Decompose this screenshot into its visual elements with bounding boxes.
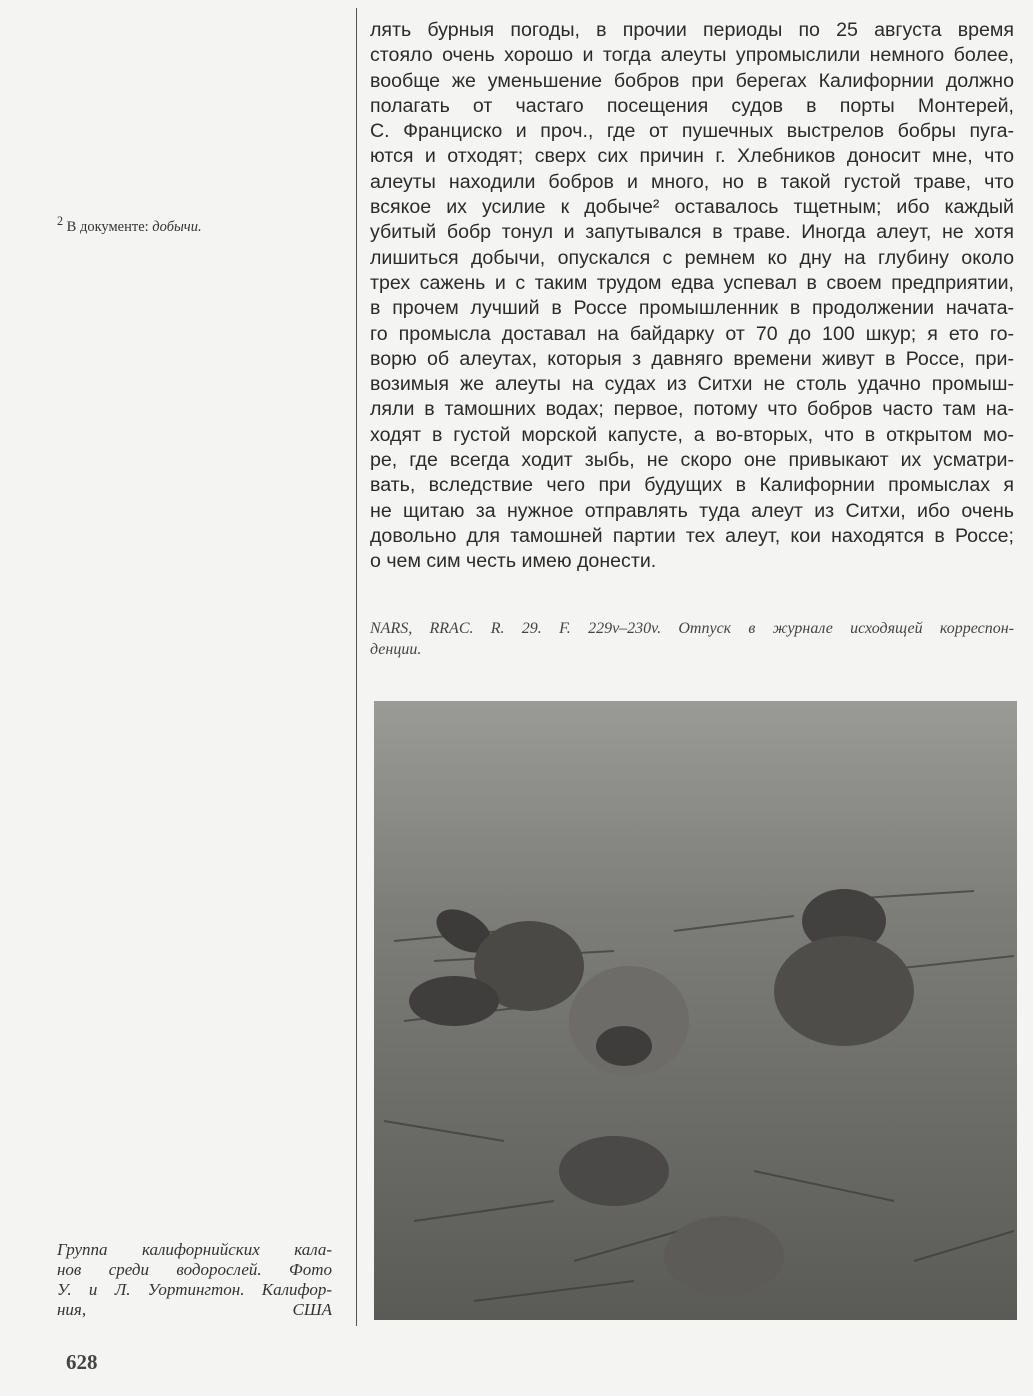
photo-caption [57, 1240, 332, 1320]
text-line: алеуты находили бобров и много, но в такой густой траве, что [370, 170, 1014, 193]
text-line: возимыя же алеуты на судах из Ситхи не столь удачно промыш- [370, 373, 1014, 396]
caption-line: ния, США [57, 1300, 332, 1319]
source-note [370, 618, 1014, 660]
text-line: го промысла доставал на байдарку от 70 до 100 шкур; я ето го- [370, 322, 1014, 345]
column-divider [356, 8, 357, 1326]
caption-line: У. и Л. Уортингтон. Калифор- [57, 1280, 332, 1299]
text-line: лишиться добычи, опускался с ремнем ко дну на глубину около [370, 246, 1014, 269]
main-text [370, 18, 1014, 575]
text-line: лять бурныя погоды, в прочии периоды по 25 августа время [370, 19, 1014, 41]
text-line: полагать от частаго посещения судов в порты Монтерей, [370, 94, 1014, 117]
text-line: трех сажень и с таким трудом едва успевал в своем предприятии, [370, 271, 1014, 294]
text-line: убитый бобр тонул и запутывался в траве. Иногда алеут, не хотя [370, 221, 1014, 244]
text-line: ходят в густой морской капусте, а во-вторых, что в открытом мо- [370, 423, 1014, 446]
footnote-marker: 2 [57, 214, 64, 228]
text-line: всякое их усилие к добыче² оставалось тщетным; ибо каждый [370, 196, 1014, 219]
text-line: ре, где всегда ходит зыбь, не скоро оне привыкают их усматри- [370, 449, 1014, 472]
source-line: денции. [370, 641, 422, 658]
text-line: не щитаю за нужное отправлять туда алеут из Ситхи, ибо очень [370, 499, 1014, 522]
footnote-italic: добычи. [152, 218, 202, 235]
page-number: 628 [66, 1350, 98, 1374]
text-line: в прочем лучший в Россе промышленник в продолжении начата- [370, 297, 1014, 320]
footnote [57, 214, 202, 236]
caption-line: нов среди водорослей. Фото [57, 1260, 332, 1279]
text-line: вать, вследствие чего при будущих в Калифорнии промыслах я [370, 474, 1014, 497]
text-line: ляли в тамошних водах; первое, потому что бобров часто там на- [370, 398, 1014, 421]
source-line: NARS, RRAC. R. 29. F. 229v–230v. Отпуск в журнале исходящей корреспон- [370, 620, 1014, 637]
text-line: С. Франциско и проч., где от пушечных выстрелов бобры пуга- [370, 120, 1014, 143]
caption-line: Группа калифорнийских кала- [57, 1240, 332, 1259]
text-line: о чем сим честь имею донести. [370, 550, 657, 573]
text-line: ются и отходят; сверх сих причин г. Хлебников доносит мне, что [370, 145, 1014, 168]
sea-otters-photo [374, 701, 1017, 1320]
text-line: ворю об алеутах, которыя з давняго времени живут в Россе, при- [370, 347, 1014, 370]
text-line: довольно для тамошней партии тех алеут, кои находятся в Россе; [370, 524, 1014, 547]
text-line: стояло очень хорошо и тогда алеуты упромыслили немного более, [370, 44, 1014, 67]
text-line: вообще же уменьшение бобров при берегах Калифорнии должно [370, 69, 1014, 92]
footnote-text: В документе: [63, 218, 153, 235]
